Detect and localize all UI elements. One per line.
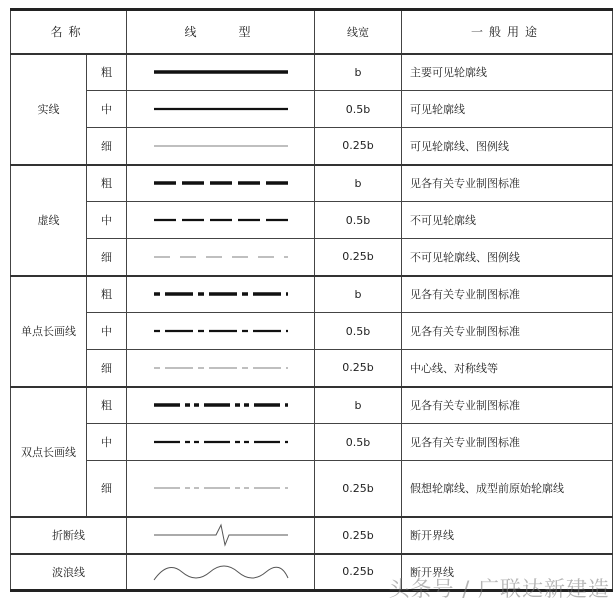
table-row [11,350,613,387]
grade-cell: 细 [87,461,127,517]
table-row [11,313,613,350]
line-sample-cell [127,128,315,165]
line-sample-break [128,521,314,549]
line-sample-solid [128,58,314,86]
table-row [11,202,613,239]
grade-cell: 粗 [87,387,127,424]
header-width: 线宽 [315,10,402,54]
line-sample-cell [127,276,315,313]
table-row [11,239,613,276]
usage-cell: 断开界线 [402,554,613,591]
grade-cell: 粗 [87,276,127,313]
line-sample-cell [127,350,315,387]
width-cell: b [315,165,402,202]
width-cell: 0.5b [315,424,402,461]
line-sample-cell [127,54,315,91]
grade-cell: 中 [87,424,127,461]
header-linetype: 线 型 [127,10,315,54]
table-row [11,461,613,517]
usage-cell: 见各有关专业制图标准 [402,424,613,461]
width-cell: 0.25b [315,350,402,387]
width-cell: 0.25b [315,128,402,165]
grade-cell: 粗 [87,54,127,91]
table-row [11,517,613,554]
table-header-row [11,10,613,54]
usage-cell: 不可见轮廓线 [402,202,613,239]
line-sample-cell [127,554,315,591]
width-cell: 0.25b [315,554,402,591]
line-sample-dashed [128,206,314,234]
line-sample-cell [127,424,315,461]
grade-cell: 细 [87,128,127,165]
usage-cell: 可见轮廓线 [402,91,613,128]
watermark: 头条号 / 广联达新建造 [388,577,610,601]
line-sample-cell [127,202,315,239]
line-name: 波浪线 [11,554,127,591]
usage-cell: 见各有关专业制图标准 [402,313,613,350]
width-cell: b [315,54,402,91]
usage-cell: 不可见轮廓线、图例线 [402,239,613,276]
width-cell: 0.25b [315,461,402,517]
group-name: 双点长画线 [11,387,87,517]
header-name: 名称 [11,10,127,54]
grade-cell: 中 [87,202,127,239]
line-type-table [10,8,613,592]
usage-cell: 可见轮廓线、图例线 [402,128,613,165]
line-sample-cell [127,165,315,202]
line-sample-dashdot [128,280,314,308]
width-cell: 0.5b [315,202,402,239]
grade-cell: 中 [87,313,127,350]
line-name: 折断线 [11,517,127,554]
line-sample-cell [127,461,315,517]
width-cell: 0.5b [315,313,402,350]
line-sample-dashdotdot [128,428,314,456]
header-usage: 一般用途 [402,10,613,54]
line-sample-dashed [128,169,314,197]
grade-cell: 粗 [87,165,127,202]
line-sample-dashdotdot [128,391,314,419]
width-cell: b [315,387,402,424]
usage-cell: 见各有关专业制图标准 [402,276,613,313]
usage-cell: 见各有关专业制图标准 [402,165,613,202]
width-cell: 0.25b [315,517,402,554]
line-sample-dashed [128,243,314,271]
line-sample-solid [128,95,314,123]
group-name: 虚线 [11,165,87,276]
usage-cell: 中心线、对称线等 [402,350,613,387]
width-cell: b [315,276,402,313]
table-row [11,54,613,91]
grade-cell: 中 [87,91,127,128]
line-sample-cell [127,387,315,424]
line-sample-solid [128,132,314,160]
group-name: 实线 [11,54,87,165]
usage-cell: 断开界线 [402,517,613,554]
line-sample-dashdotdot [128,474,314,502]
usage-cell: 主要可见轮廓线 [402,54,613,91]
usage-cell: 假想轮廓线、成型前原始轮廓线 [402,461,613,517]
line-sample-cell [127,91,315,128]
table-row [11,91,613,128]
width-cell: 0.25b [315,239,402,276]
grade-cell: 细 [87,350,127,387]
table-row [11,165,613,202]
grade-cell: 细 [87,239,127,276]
line-sample-dashdot [128,354,314,382]
group-name: 单点长画线 [11,276,87,387]
line-sample-dashdot [128,317,314,345]
line-sample-cell [127,313,315,350]
line-sample-wave [128,558,314,586]
usage-cell: 见各有关专业制图标准 [402,387,613,424]
width-cell: 0.5b [315,91,402,128]
table-row [11,424,613,461]
table-row [11,387,613,424]
line-sample-cell [127,239,315,276]
table-row [11,276,613,313]
table-row [11,128,613,165]
line-sample-cell [127,517,315,554]
